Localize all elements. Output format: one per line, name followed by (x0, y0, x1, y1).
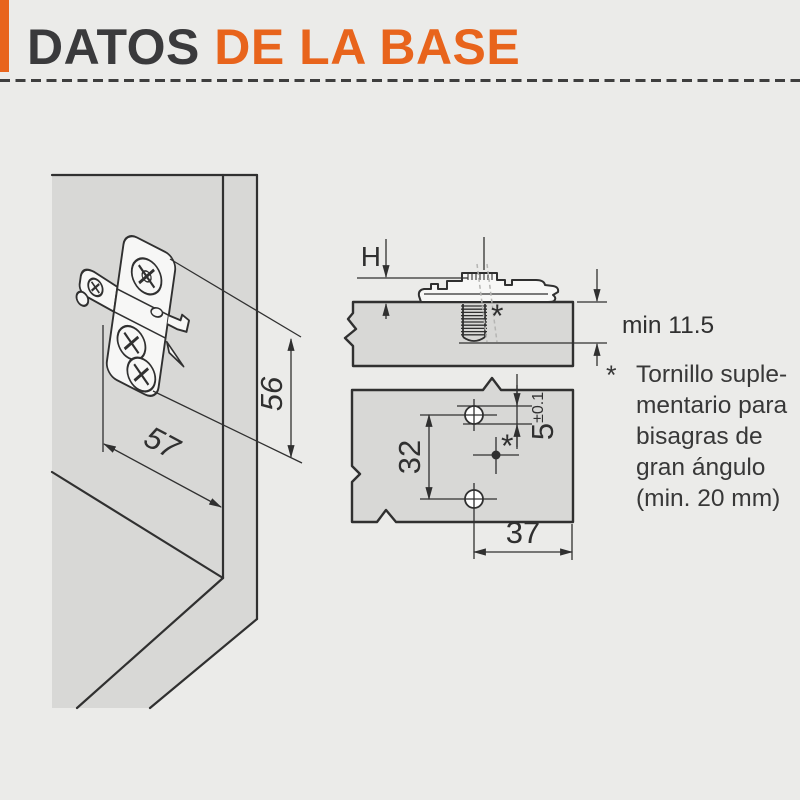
isometric-view (52, 175, 302, 708)
top-view-asterisk: * (501, 428, 514, 464)
side-view (345, 237, 714, 366)
footnote-line: (min. 20 mm) (636, 485, 781, 512)
dim-H-label: H (360, 241, 381, 272)
header-accent-bar (0, 0, 9, 72)
dim-5-tolerance: ±0.1 (530, 391, 547, 423)
page-title-primary: DATOS (27, 19, 200, 75)
footnote-asterisk: * (606, 360, 617, 390)
top-view (352, 374, 573, 560)
dim-5-value: 5 (525, 422, 560, 441)
dashed-separator (0, 79, 800, 82)
dim-min-depth-label: min 11.5 (622, 312, 715, 339)
dim-37-label: 37 (505, 515, 541, 550)
page-title (27, 18, 520, 76)
center-dot (492, 451, 501, 460)
side-view-asterisk: * (491, 298, 504, 334)
footnote-line: gran ángulo (636, 454, 766, 481)
dim-32-label: 32 (392, 439, 427, 475)
footnote-line: mentario para (636, 392, 788, 419)
page-title-secondary: DE LA BASE (214, 19, 521, 75)
footnote-line: Tornillo suple- (636, 361, 788, 388)
page-header (0, 0, 800, 82)
panel-cross-section (345, 302, 573, 366)
footnote-lines (636, 359, 787, 514)
dim-57-label: 57 (138, 419, 186, 467)
footnote (606, 359, 787, 514)
dim-56-label: 56 (254, 376, 289, 412)
footnote-line: bisagras de (636, 423, 763, 450)
